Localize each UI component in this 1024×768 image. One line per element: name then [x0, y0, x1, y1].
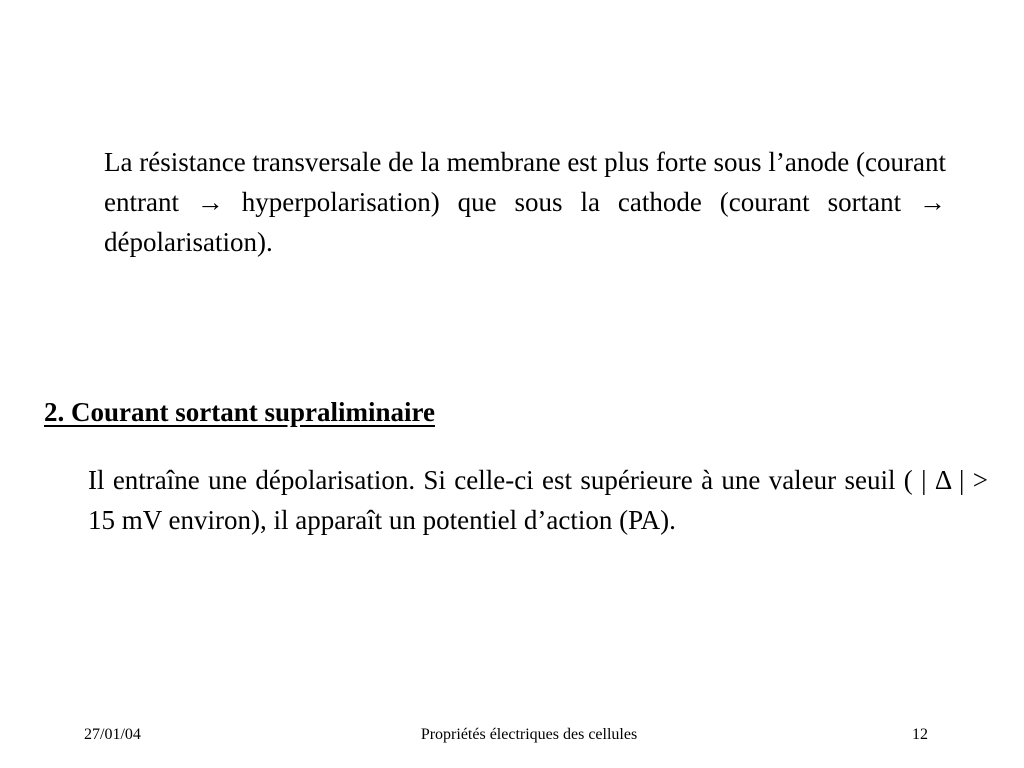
- footer-page-number: 12: [912, 726, 928, 743]
- footer-date: 27/01/04: [84, 726, 141, 743]
- paragraph-depolarisation: Il entraîne une dépolarisation. Si celle-ci est supérieure à une valeur seuil ( | Δ | > 15 mV environ), il apparaît un potentiel d’action (PA).: [88, 465, 988, 535]
- paragraph-resistance-transversale: La résistance transversale de la membrane est plus forte sous l’anode (courant entrant → hyperpolarisation) que sous la cathode (courant sortant → dépolarisation).: [104, 147, 946, 257]
- footer-title: Propriétés électriques des cellules: [420, 726, 638, 743]
- section-title: 2. Courant sortant supraliminaire: [44, 397, 436, 427]
